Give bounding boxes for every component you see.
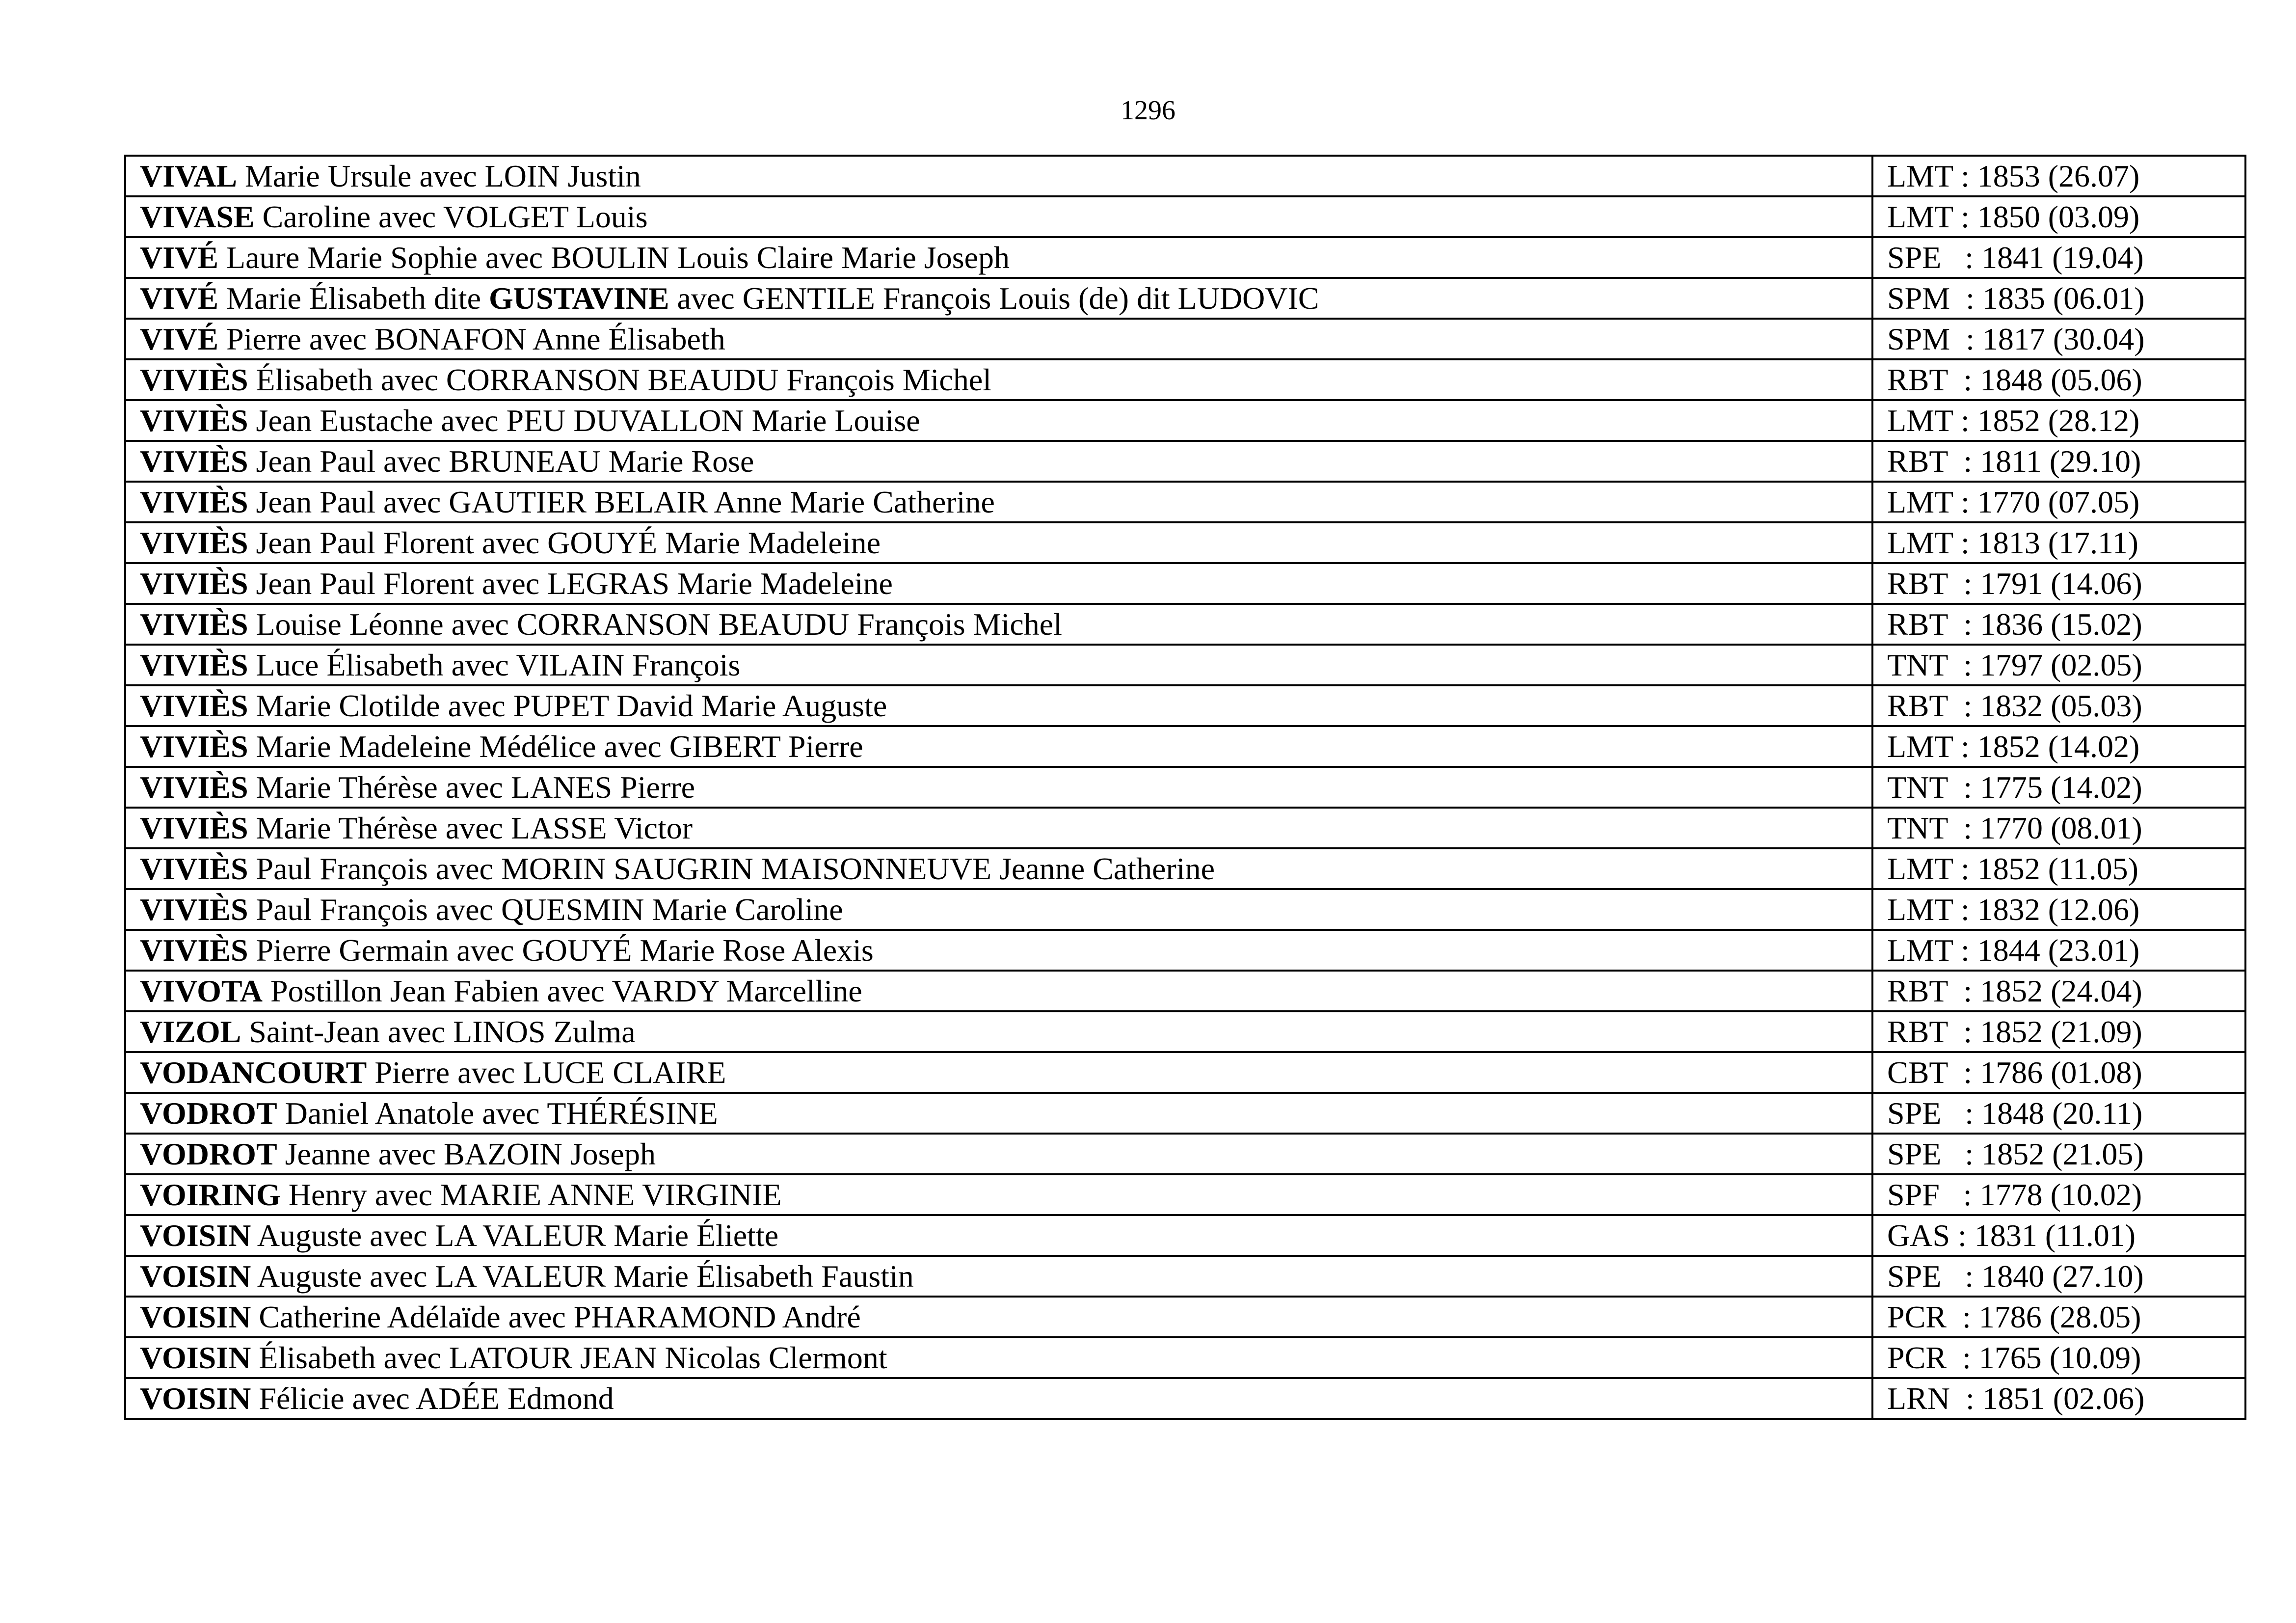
table-row [125,1256,2245,1297]
record-reference: RBT : 1848 (05.06) [1872,359,2245,400]
record-reference: LMT : 1844 (23.01) [1872,930,2245,971]
record-reference: LMT : 1853 (26.07) [1872,156,2245,196]
entry-cell [125,278,1872,319]
entry-details: Élisabeth avec CORRANSON BEAUDU François Michel [256,362,991,397]
entry-details: Marie Madeleine Médélice avec GIBERT Pierre [256,729,863,764]
table-row [125,685,2245,726]
table-row [125,400,2245,441]
entry-details: Marie Thérèse avec LASSE Victor [256,810,693,845]
record-reference: LMT : 1832 (12.06) [1872,889,2245,930]
entry-details: Saint-Jean avec LINOS Zulma [249,1014,636,1049]
surname: VODROT [140,1136,277,1171]
table-row [125,726,2245,767]
surname: VIVIÈS [140,932,248,968]
table-row [125,1174,2245,1215]
surname: VIVAL [140,158,237,193]
surname: VIVIÈS [140,892,248,927]
table-row [125,522,2245,563]
entry-cell [125,482,1872,522]
entry-cell [125,808,1872,848]
surname: VIVIÈS [140,525,248,560]
entry-cell [125,319,1872,359]
record-reference: SPE : 1841 (19.04) [1872,237,2245,278]
table-row [125,156,2245,196]
surname: VIVIÈS [140,443,248,479]
entry-cell [125,726,1872,767]
surname: VIVIÈS [140,810,248,845]
table-row [125,1378,2245,1419]
surname: VIVOTA [140,973,263,1008]
surname: VOIRING [140,1177,281,1212]
record-reference: TNT : 1775 (14.02) [1872,767,2245,808]
surname: VOISIN [140,1340,251,1375]
entry-cell [125,604,1872,645]
entry-details: Jean Eustache avec PEU DUVALLON Marie Louise [256,403,920,438]
surname: VIVIÈS [140,362,248,397]
entry-details: Pierre Germain avec GOUYÉ Marie Rose Alexis [256,932,874,968]
entry-details: Jean Paul avec BRUNEAU Marie Rose [256,443,754,479]
entry-details: Postillon Jean Fabien avec VARDY Marcelline [270,973,862,1008]
surname: VIVIÈS [140,403,248,438]
table-row [125,889,2245,930]
entry-cell [125,237,1872,278]
entry-cell [125,1011,1872,1052]
surname: VOISIN [140,1258,251,1294]
table-row [125,1134,2245,1174]
alias: GUSTAVINE [488,280,669,316]
entry-details: Jeanne avec BAZOIN Joseph [285,1136,656,1171]
surname: VIVIÈS [140,729,248,764]
table-row [125,848,2245,889]
entry-cell [125,156,1872,196]
entry-details: Catherine Adélaïde avec PHARAMOND André [259,1299,861,1334]
table-row [125,196,2245,237]
record-reference: LMT : 1770 (07.05) [1872,482,2245,522]
entry-details: Louise Léonne avec CORRANSON BEAUDU François Michel [256,606,1062,642]
record-reference: SPM : 1835 (06.01) [1872,278,2245,319]
entry-details: Auguste avec LA VALEUR Marie Éliette [257,1217,779,1253]
entry-cell [125,1378,1872,1419]
surname: VIVÉ [140,280,219,316]
surname: VODROT [140,1095,277,1131]
page-number: 1296 [1121,95,1175,126]
entry-cell [125,359,1872,400]
entry-cell [125,1052,1872,1093]
record-reference: TNT : 1770 (08.01) [1872,808,2245,848]
record-reference: SPE : 1840 (27.10) [1872,1256,2245,1297]
entry-details: Marie Élisabeth dite [226,280,481,316]
entry-cell [125,1256,1872,1297]
table-row [125,319,2245,359]
table-row [125,1093,2245,1134]
record-reference: LMT : 1850 (03.09) [1872,196,2245,237]
table-row [125,1052,2245,1093]
entry-details: Marie Clotilde avec PUPET David Marie Auguste [256,688,887,723]
record-reference: LMT : 1852 (11.05) [1872,848,2245,889]
table-row [125,604,2245,645]
surname: VIZOL [140,1014,241,1049]
entry-details: Jean Paul Florent avec GOUYÉ Marie Madeleine [256,525,881,560]
record-reference: RBT : 1791 (14.06) [1872,563,2245,604]
surname: VIVIÈS [140,606,248,642]
entry-details: Paul François avec MORIN SAUGRIN MAISONNEUVE Jeanne Catherine [256,851,1215,886]
entry-details: Laure Marie Sophie avec BOULIN Louis Claire Marie Joseph [226,240,1010,275]
entry-cell [125,1093,1872,1134]
surname: VIVÉ [140,240,219,275]
record-reference: RBT : 1836 (15.02) [1872,604,2245,645]
record-reference: SPF : 1778 (10.02) [1872,1174,2245,1215]
surname: VIVÉ [140,321,219,356]
record-reference: TNT : 1797 (02.05) [1872,645,2245,685]
record-reference: SPE : 1852 (21.05) [1872,1134,2245,1174]
entry-cell [125,971,1872,1011]
record-reference: LMT : 1852 (14.02) [1872,726,2245,767]
surname: VIVIÈS [140,647,248,682]
table-row [125,563,2245,604]
table-row [125,237,2245,278]
entry-details: Félicie avec ADÉE Edmond [259,1380,614,1416]
entry-cell [125,848,1872,889]
record-reference: LMT : 1813 (17.11) [1872,522,2245,563]
entry-details: Jean Paul Florent avec LEGRAS Marie Madeleine [256,566,893,601]
table-row [125,645,2245,685]
entry-details: Daniel Anatole avec THÉRÉSINE [285,1095,718,1131]
record-reference: RBT : 1811 (29.10) [1872,441,2245,482]
entry-details: Henry avec MARIE ANNE VIRGINIE [288,1177,782,1212]
surname: VOISIN [140,1380,251,1416]
entry-cell [125,767,1872,808]
surname: VIVIÈS [140,769,248,805]
entry-cell [125,889,1872,930]
table-row [125,482,2245,522]
entry-cell [125,400,1872,441]
table-row [125,930,2245,971]
entry-cell [125,1337,1872,1378]
surname: VOISIN [140,1299,251,1334]
entry-details: Pierre avec LUCE CLAIRE [374,1055,726,1090]
surname: VODANCOURT [140,1055,367,1090]
surname: VIVIÈS [140,566,248,601]
entry-details: Auguste avec LA VALEUR Marie Élisabeth Faustin [257,1258,914,1294]
surname: VIVASE [140,199,255,234]
register-body [125,156,2245,1419]
table-row [125,808,2245,848]
surname: VIVIÈS [140,484,248,519]
record-reference: CBT : 1786 (01.08) [1872,1052,2245,1093]
record-reference: PCR : 1786 (28.05) [1872,1297,2245,1337]
entry-cell [125,645,1872,685]
record-reference: GAS : 1831 (11.01) [1872,1215,2245,1256]
table-row [125,1215,2245,1256]
table-row [125,1011,2245,1052]
entry-cell [125,1174,1872,1215]
entry-cell [125,522,1872,563]
table-row [125,441,2245,482]
entry-details: Élisabeth avec LATOUR JEAN Nicolas Clermont [259,1340,887,1375]
surname: VIVIÈS [140,688,248,723]
entry-details: Luce Élisabeth avec VILAIN François [256,647,741,682]
entry-cell [125,441,1872,482]
table-row [125,359,2245,400]
record-reference: RBT : 1852 (21.09) [1872,1011,2245,1052]
surname: VIVIÈS [140,851,248,886]
entry-cell [125,930,1872,971]
record-reference: RBT : 1832 (05.03) [1872,685,2245,726]
record-reference: SPM : 1817 (30.04) [1872,319,2245,359]
entry-details: Jean Paul avec GAUTIER BELAIR Anne Marie Catherine [256,484,995,519]
entry-details: Pierre avec BONAFON Anne Élisabeth [226,321,725,356]
entry-details-continued: avec GENTILE François Louis (de) dit LUDOVIC [677,280,1319,316]
table-row [125,278,2245,319]
entry-cell [125,563,1872,604]
record-reference: RBT : 1852 (24.04) [1872,971,2245,1011]
entry-cell [125,685,1872,726]
record-reference: PCR : 1765 (10.09) [1872,1337,2245,1378]
table-row [125,1297,2245,1337]
entry-details: Paul François avec QUESMIN Marie Caroline [256,892,843,927]
entry-details: Marie Ursule avec LOIN Justin [245,158,641,193]
table-row [125,767,2245,808]
record-reference: LRN : 1851 (02.06) [1872,1378,2245,1419]
entry-cell [125,196,1872,237]
entry-cell [125,1134,1872,1174]
record-reference: SPE : 1848 (20.11) [1872,1093,2245,1134]
entry-cell [125,1297,1872,1337]
entry-details: Caroline avec VOLGET Louis [262,199,648,234]
entry-details: Marie Thérèse avec LANES Pierre [256,769,695,805]
marriage-register-table [124,155,2246,1420]
table-row [125,971,2245,1011]
surname: VOISIN [140,1217,251,1253]
table-row [125,1337,2245,1378]
entry-cell [125,1215,1872,1256]
record-reference: LMT : 1852 (28.12) [1872,400,2245,441]
